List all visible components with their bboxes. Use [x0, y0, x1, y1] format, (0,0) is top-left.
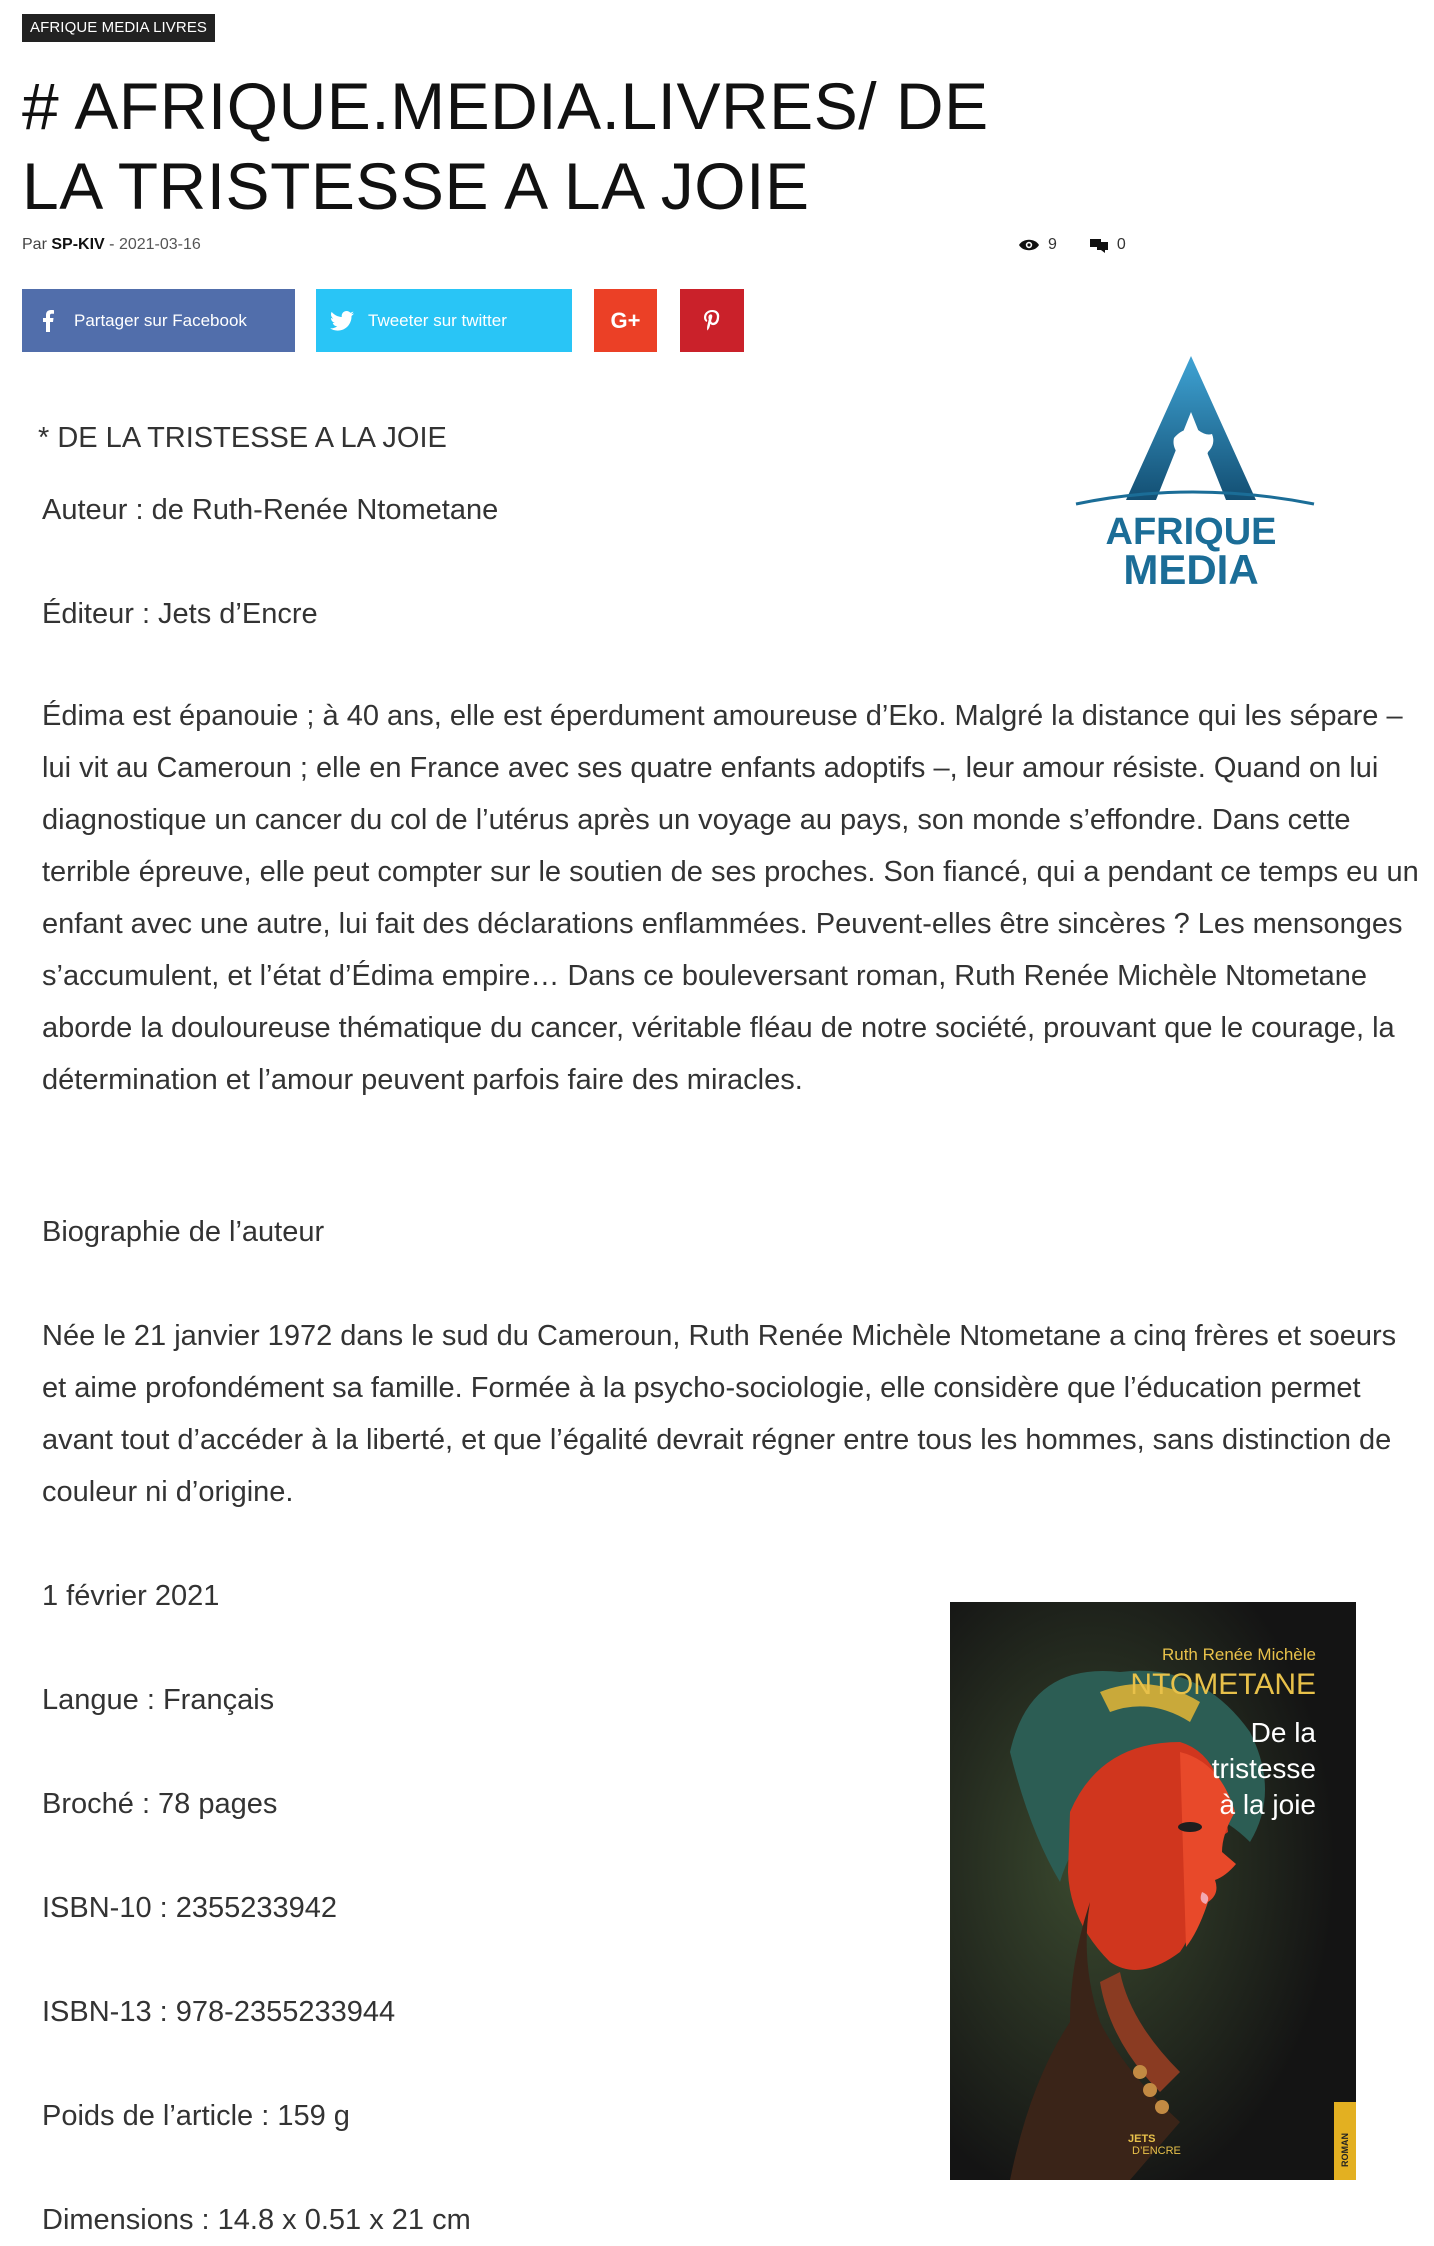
- cover-title-line3: à la joie: [1219, 1789, 1316, 1820]
- share-twitter-label: Tweeter sur twitter: [368, 310, 507, 330]
- logo-line2: MEDIA: [1123, 546, 1259, 590]
- twitter-icon: [316, 289, 368, 352]
- cover-publisher-bottom: D’ENCRE: [1132, 2145, 1181, 2157]
- cover-genre: ROMAN: [1340, 2133, 1350, 2167]
- bio-heading: Biographie de l’auteur: [42, 1216, 325, 1248]
- detail-weight: Poids de l’article : 159 g: [42, 2100, 350, 2132]
- category-badge[interactable]: AFRIQUE MEDIA LIVRES: [22, 14, 215, 42]
- comments-counter[interactable]: [1089, 236, 1126, 254]
- detail-language: Langue : Français: [42, 1684, 275, 1716]
- book-cover-image: [950, 1602, 1356, 2180]
- cover-title-line1: De la: [1250, 1717, 1316, 1748]
- cover-publisher-top: JETS: [1128, 2133, 1156, 2145]
- cover-author-first: Ruth Renée Michèle: [1161, 1645, 1316, 1664]
- detail-isbn13: ISBN-13 : 978-2355233944: [42, 1996, 396, 2028]
- afrique-media-logo: [1056, 352, 1326, 590]
- author-line: Auteur : de Ruth-Renée Ntometane: [42, 494, 499, 526]
- book-summary: Édima est épanouie ; à 40 ans, elle est éperdument amoureuse d’Eko. Malgré la distance qui les sépare – lui vit au Cameroun ; elle en France avec ses quatre enfants adoptifs –, leur amour résiste. Quand on lui diagnostique un cancer du col de l’utérus après un voyage au pays, son monde s’effondre. Dans cette terrible épreuve, elle peut compter sur le soutien de ses proches. Son fiancé, qui a pendant ce temps eu un enfant avec une autre, lui fait des déclarations enflammées. Peuvent-elles être sincères ? Les mensonges s’accumulent, et l’état d’Édima empire… Dans ce bouleversant roman, Ruth Renée Michèle Ntometane aborde la douloureuse thématique du cancer, véritable fléau de notre société, prouvant que le courage, la détermination et l’amour peuvent parfois faire des miracles.: [42, 700, 1419, 1096]
- comments-count: 0: [1116, 236, 1126, 253]
- article-heading: * DE LA TRISTESSE A LA JOIE: [38, 422, 447, 454]
- share-googleplus-button[interactable]: [594, 289, 657, 352]
- detail-date: 1 février 2021: [42, 1580, 220, 1612]
- facebook-icon: [22, 289, 74, 352]
- meta-separator: -: [109, 236, 115, 253]
- article-title: # AFRIQUE.MEDIA.LIVRES/ DE LA TRISTESSE A LA JOIE: [22, 69, 989, 223]
- views-count: 9: [1048, 236, 1057, 253]
- post-stats: [1018, 236, 1126, 254]
- author-link[interactable]: SP-KIV: [51, 236, 105, 253]
- views-counter: [1018, 236, 1057, 254]
- editor-line: Éditeur : Jets d’Encre: [42, 598, 318, 630]
- eye-icon: [1018, 238, 1040, 252]
- pinterest-icon: [704, 310, 720, 332]
- share-facebook-label: Partager sur Facebook: [74, 310, 247, 330]
- meta-by: Par: [22, 236, 47, 253]
- cover-author-last: NTOMETANE: [1130, 1668, 1316, 1701]
- detail-dimensions: Dimensions : 14.8 x 0.51 x 21 cm: [42, 2204, 471, 2236]
- post-date: 2021-03-16: [118, 236, 201, 253]
- share-pinterest-button[interactable]: [680, 289, 744, 352]
- share-facebook-button[interactable]: [22, 289, 295, 352]
- post-meta: [22, 236, 201, 254]
- detail-isbn10: ISBN-10 : 2355233942: [42, 1892, 338, 1924]
- author-bio: Née le 21 janvier 1972 dans le sud du Cameroun, Ruth Renée Michèle Ntometane a cinq frères et soeurs et aime profondément sa famille. Formée à la psycho-sociologie, elle considère que l’éducation permet avant tout d’accéder à la liberté, et que l’égalité devrait régner entre tous les hommes, sans distinction de couleur ni d’origine.: [42, 1320, 1397, 1508]
- detail-pages: Broché : 78 pages: [42, 1788, 278, 1820]
- cover-title-line2: tristesse: [1211, 1753, 1316, 1784]
- share-twitter-button[interactable]: [316, 289, 572, 352]
- logo-line1: AFRIQUE: [1105, 511, 1277, 553]
- comment-icon: [1089, 237, 1109, 253]
- googleplus-icon: G+: [610, 307, 641, 333]
